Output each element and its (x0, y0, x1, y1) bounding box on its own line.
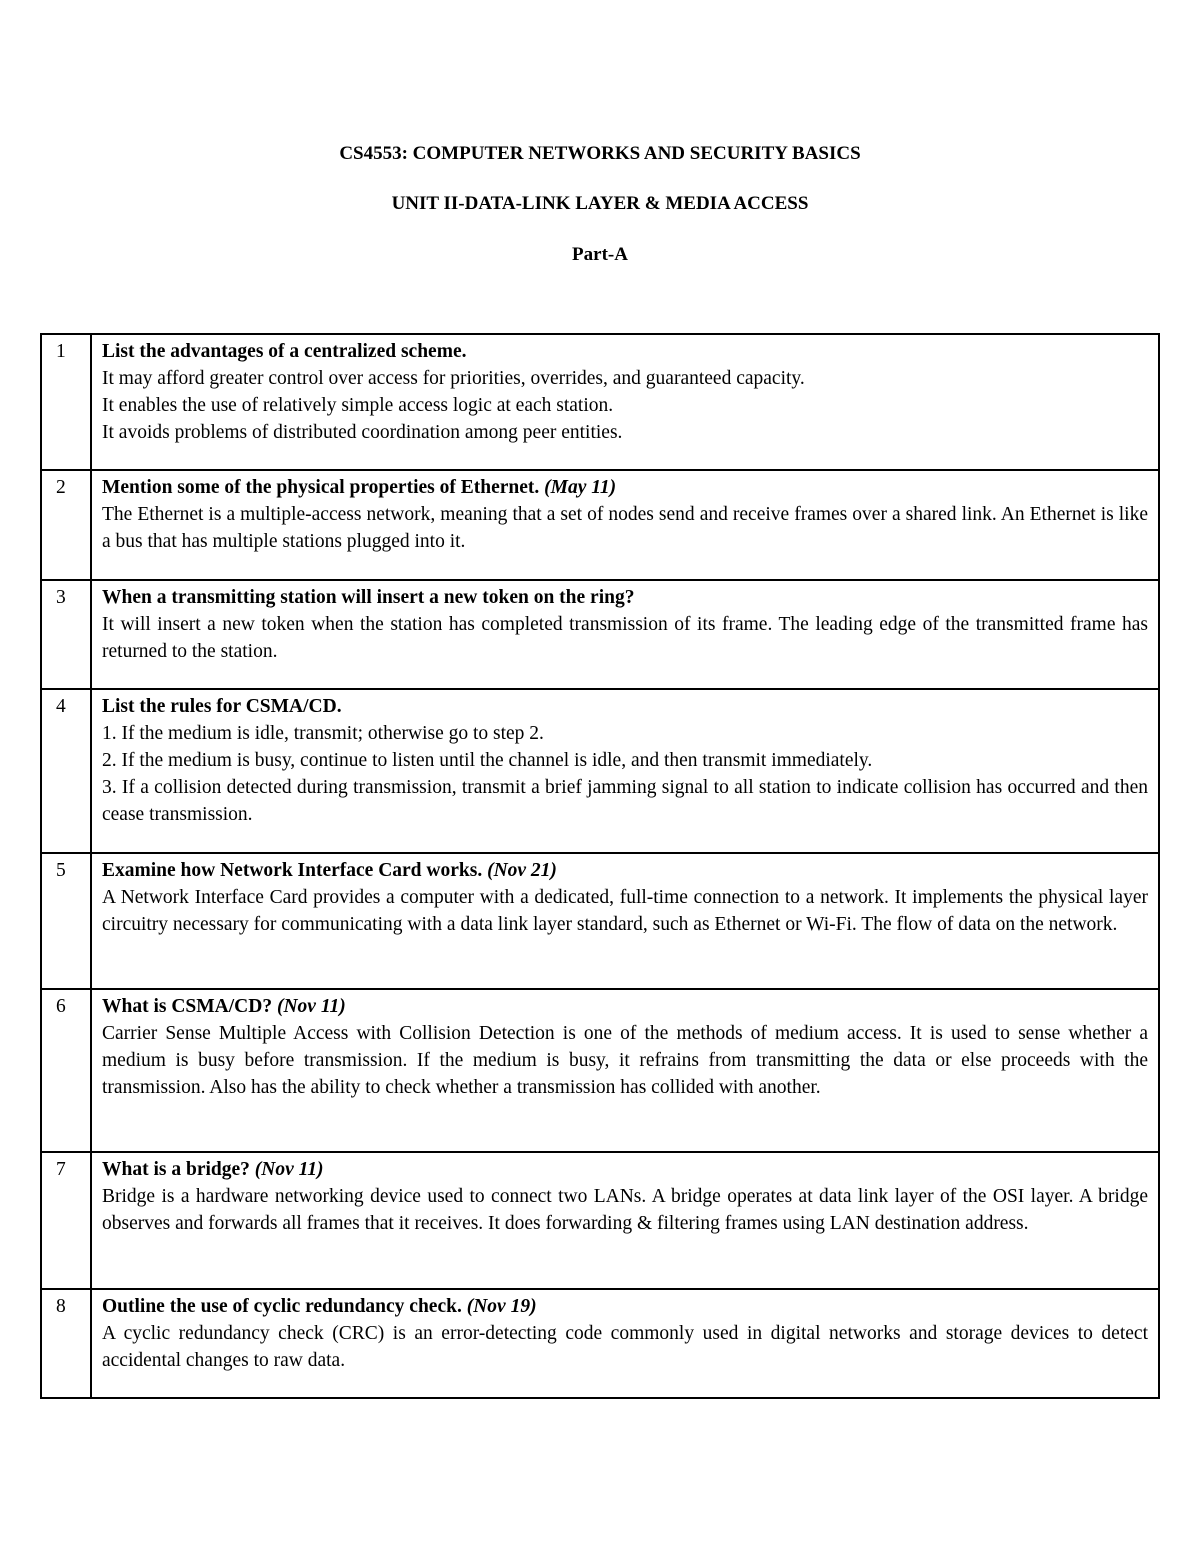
unit-title: UNIT II-DATA-LINK LAYER & MEDIA ACCESS (391, 193, 809, 214)
question-heading (102, 996, 346, 1017)
course-title: CS4553: COMPUTER NETWORKS AND SECURITY BASICS (339, 143, 861, 164)
answer-line: It avoids problems of distributed coordination among peer entities. (102, 422, 623, 443)
question-heading (102, 1296, 537, 1317)
question-number: 2 (41, 470, 91, 580)
table-row (41, 689, 1159, 853)
question-text: Mention some of the physical properties of Ethernet. (102, 477, 540, 498)
answer-text: A cyclic redundancy check (CRC) is an error-detecting code commonly used in digital networks and storage devices to detect accidental changes to raw data. (102, 1323, 1148, 1371)
question-cell (91, 989, 1159, 1152)
question-tag: (Nov 11) (254, 1159, 324, 1180)
questions-table (40, 333, 1160, 1399)
answer-text: Bridge is a hardware networking device used to connect two LANs. A bridge operates at data link layer of the OSI layer. A bridge observes and forwards all frames that it receives. It does forwarding & filtering frames using LAN destination address. (102, 1186, 1148, 1234)
question-cell (91, 334, 1159, 470)
question-text: What is CSMA/CD? (102, 996, 273, 1017)
question-cell (91, 1152, 1159, 1289)
answer-line: It enables the use of relatively simple access logic at each station. (102, 395, 614, 416)
question-number: 8 (41, 1289, 91, 1398)
question-tag: (Nov 21) (487, 860, 557, 881)
question-number: 4 (41, 689, 91, 853)
question-text: What is a bridge? (102, 1159, 250, 1180)
question-cell (91, 1289, 1159, 1398)
answer-text: The Ethernet is a multiple-access network, meaning that a set of nodes send and receive frames over a shared link. An Ethernet is like a bus that has multiple stations plugged into it. (102, 504, 1148, 552)
table-row (41, 1289, 1159, 1398)
question-heading (102, 860, 557, 881)
question-text: When a transmitting station will insert a new token on the ring? (102, 587, 635, 608)
answer-line: 3. If a collision detected during transmission, transmit a brief jamming signal to all station to indicate collision has occurred and then cease transmission. (102, 777, 1148, 825)
table-row (41, 989, 1159, 1152)
question-number: 3 (41, 580, 91, 689)
question-text: Outline the use of cyclic redundancy check. (102, 1296, 462, 1317)
question-tag: (Nov 11) (276, 996, 346, 1017)
question-tag: (May 11) (544, 477, 617, 498)
question-number: 7 (41, 1152, 91, 1289)
answer-text: A Network Interface Card provides a computer with a dedicated, full-time connection to a network. It implements the physical layer circuitry necessary for communicating with a data link layer standard, such as Ethernet or Wi-Fi. The flow of data on the network. (102, 887, 1148, 935)
question-heading (102, 477, 616, 498)
answer-line: 1. If the medium is idle, transmit; otherwise go to step 2. (102, 723, 544, 744)
answer-text: Carrier Sense Multiple Access with Collision Detection is one of the methods of medium access. It is used to sense whether a medium is busy before transmission. If the medium is busy, it refrains from transmitting the data or else proceeds with the transmission. Also has the ability to check whether a transmission has collided with another. (102, 1023, 1148, 1098)
question-cell (91, 470, 1159, 580)
answer-text: It will insert a new token when the station has completed transmission of its frame. The leading edge of the transmitted frame has returned to the station. (102, 614, 1148, 662)
table-row (41, 1152, 1159, 1289)
part-title: Part-A (572, 244, 628, 265)
table-row (41, 470, 1159, 580)
question-number: 5 (41, 853, 91, 989)
question-text: List the advantages of a centralized scheme. (102, 341, 467, 362)
question-number: 6 (41, 989, 91, 1152)
table-row (41, 853, 1159, 989)
table-row (41, 334, 1159, 470)
question-heading (102, 1159, 324, 1180)
question-cell (91, 580, 1159, 689)
question-tag: (Nov 19) (466, 1296, 537, 1317)
question-number: 1 (41, 334, 91, 470)
answer-line: It may afford greater control over access for priorities, overrides, and guaranteed capacity. (102, 368, 805, 389)
answer-line: 2. If the medium is busy, continue to listen until the channel is idle, and then transmit immediately. (102, 750, 873, 771)
question-text: Examine how Network Interface Card works. (102, 860, 483, 881)
question-cell (91, 853, 1159, 989)
table-row (41, 580, 1159, 689)
question-cell (91, 689, 1159, 853)
question-text: List the rules for CSMA/CD. (102, 696, 342, 717)
